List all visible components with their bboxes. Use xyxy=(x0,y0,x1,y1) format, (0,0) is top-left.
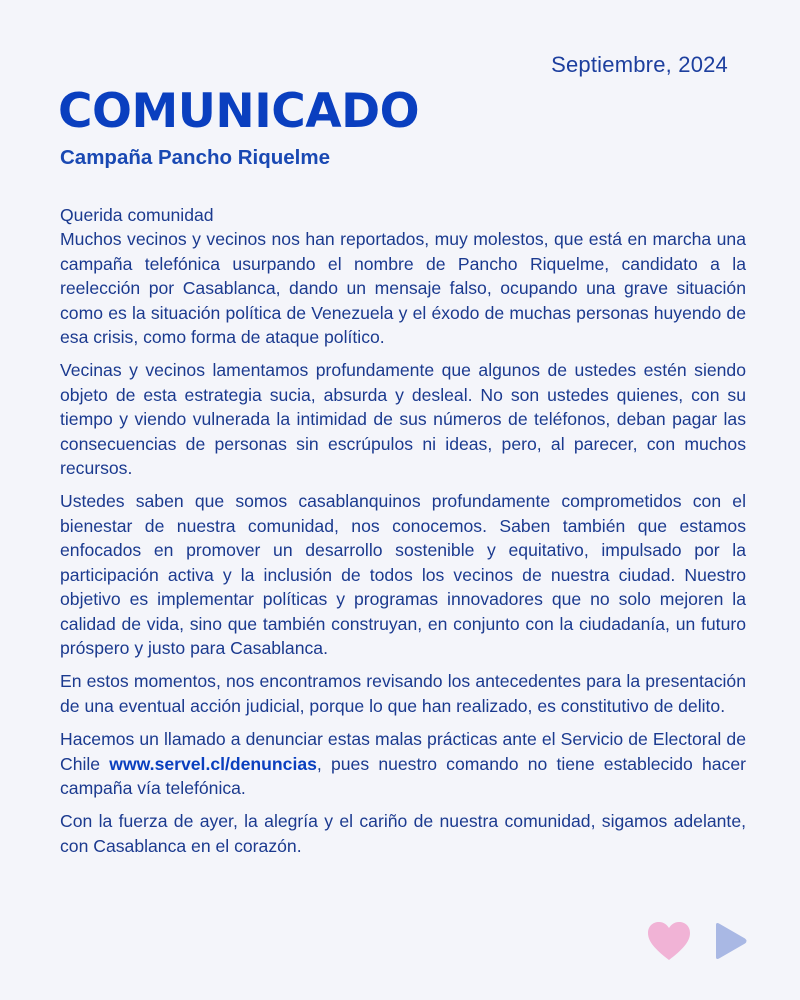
play-icon[interactable] xyxy=(712,921,748,966)
heart-icon[interactable] xyxy=(646,920,692,967)
denuncia-text-before: Hacemos un llamado a denunciar estas malas prácticas ante el Servicio de Electoral de Chile xyxy=(60,729,746,774)
paragraph-denuncia xyxy=(60,727,746,800)
paragraph-text: Muchos vecinos y vecinos nos han reportados, muy molestos, que está en marcha una campaña telefónica usurpando el nombre de Pancho Riquelme, candidato a la reelección por Casablanca, dando un mensaje falso, ocupando una grave situación como es la situación política de Venezuela y el éxodo de muchas personas huyendo de esa crisis, como forma de ataque político. xyxy=(60,229,746,348)
paragraph: Ustedes saben que somos casablanquinos profundamente comprometidos con el bienestar de nuestra comunidad, nos conocemos. Saben también que estamos enfocados en promover un desarrollo sostenible y equitativo, impulsado por la participación activa y la inclusión de todos los vecinos de nuestra ciudad. Nuestro objetivo es implementar políticas y programas innovadores que no solo mejoren la calidad de vida, sino que también construyan, en conjunto con la ciudadanía, un futuro próspero y justo para Casablanca. xyxy=(60,491,746,658)
paragraph-intro xyxy=(60,203,746,349)
servel-denuncias-link[interactable]: www.servel.cl/denuncias xyxy=(109,753,317,774)
page-title: COMUNICADO xyxy=(58,84,420,139)
paragraph: Vecinas y vecinos lamentamos profundamente que algunos de ustedes estén siendo objeto de esta estrategia sucia, absurda y desleal. No son ustedes quienes, con su tiempo y viendo vulnerada la intimidad de sus números de teléfonos, deban pagar las consecuencias de personas sin escrúpulos ni ideas, pero, al parecer, con muchos recursos. xyxy=(60,360,746,479)
paragraph: En estos momentos, nos encontramos revisando los antecedentes para la presentación de una eventual acción judicial, porque lo que han realizado, es constitutivo de delito. xyxy=(60,671,746,716)
denuncia-text-after: , pues nuestro comando no tiene establecido hacer campaña vía telefónica. xyxy=(60,753,747,798)
reaction-icons xyxy=(646,920,748,967)
paragraph-closing: Con la fuerza de ayer, la alegría y el cariño de nuestra comunidad, sigamos adelante, con Casablanca en el corazón. xyxy=(60,811,746,856)
statement-body xyxy=(60,203,746,867)
date-label: Septiembre, 2024 xyxy=(551,52,728,77)
page-subtitle: Campaña Pancho Riquelme xyxy=(60,146,330,169)
greeting: Querida comunidad xyxy=(60,205,214,225)
